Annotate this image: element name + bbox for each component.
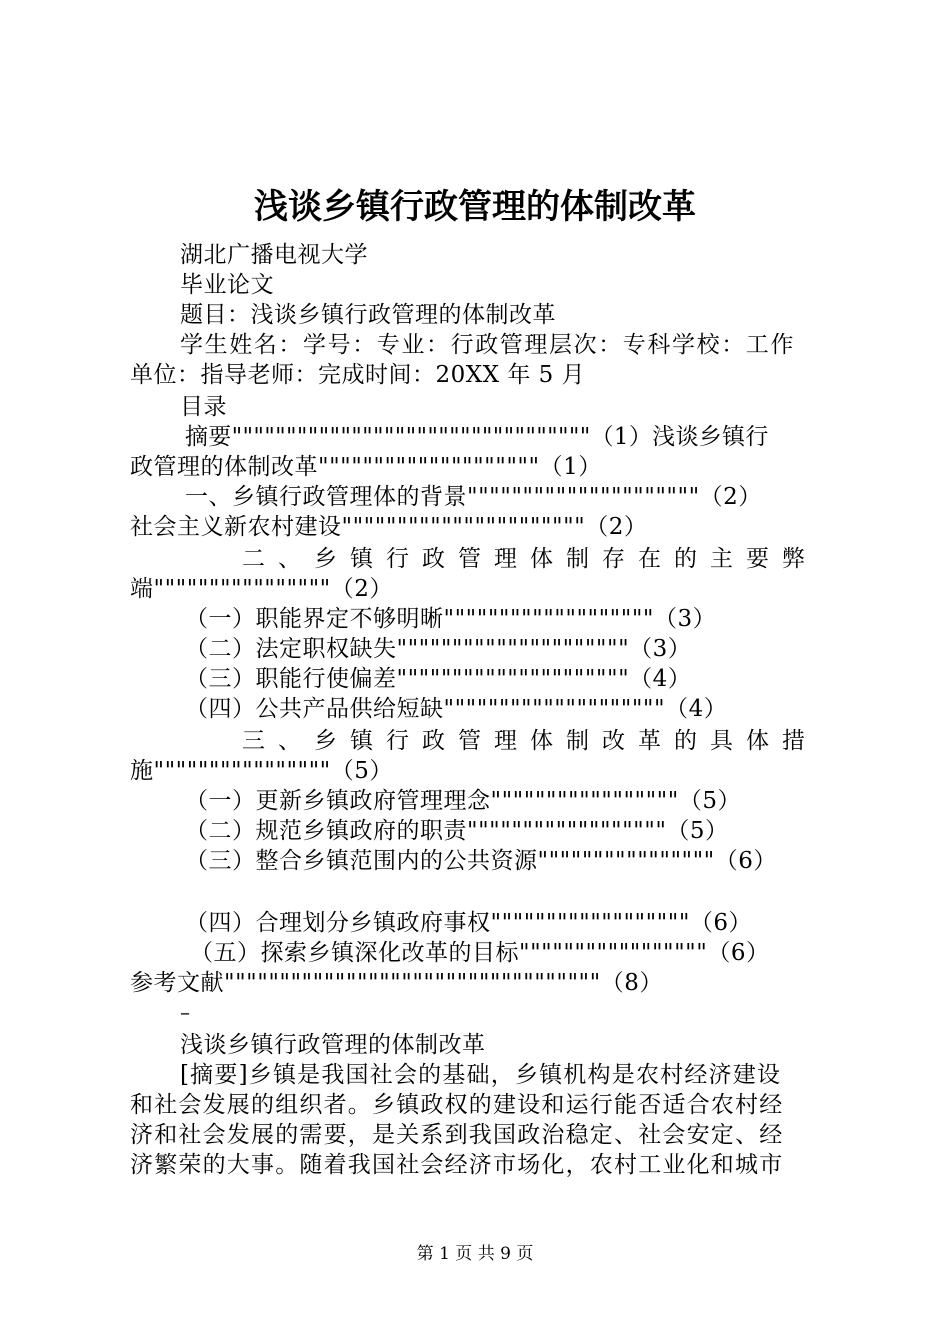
toc-entry: 施""""""""""""""""（5） — [130, 758, 393, 784]
thesis-topic: 题目：浅谈乡镇行政管理的体制改革 — [180, 302, 556, 328]
toc-entry: （三）职能行使偏差"""""""""""""""""""""（4） — [185, 666, 692, 692]
toc-entry: （三）整合乡镇范围内的公共资源""""""""""""""""（6） — [185, 848, 777, 874]
toc-entry: （二）法定职权缺失"""""""""""""""""""""（3） — [185, 636, 692, 662]
toc-entry: 政管理的体制改革""""""""""""""""""""（1） — [130, 454, 602, 480]
toc-entry: （一）更新乡镇政府管理理念"""""""""""""""""（5） — [185, 788, 741, 814]
abstract-line: 和社会发展的组织者。乡镇政权的建设和运行能否适合农村经 — [130, 1092, 784, 1118]
toc-entry: 摘要"""""""""""""""""""""""""""""""""（1）浅谈乡镇行 — [185, 424, 769, 450]
toc-entry: 参考文献""""""""""""""""""""""""""""""""""（8） — [130, 970, 663, 996]
toc-entry: 端""""""""""""""""（2） — [130, 576, 393, 602]
page-number-footer: 第 1 页 共 9 页 — [416, 1244, 534, 1264]
toc-entry: （一）职能界定不够明晰"""""""""""""""""""（3） — [185, 606, 717, 632]
thesis-type: 毕业论文 — [180, 272, 274, 298]
toc-entry: 三、乡镇行政管理体制改革的具体措 — [242, 728, 818, 754]
toc-entry: 二、乡镇行政管理体制存在的主要弊 — [242, 546, 818, 572]
toc-entry: 一、乡镇行政管理体的背景"""""""""""""""""""""（2） — [185, 484, 762, 510]
abstract-line: [摘要]乡镇是我国社会的基础，乡镇机构是农村经济建设 — [180, 1062, 782, 1088]
body-title: 浅谈乡镇行政管理的体制改革 — [180, 1032, 486, 1058]
toc-entry: （五）探索乡镇深化改革的目标"""""""""""""""""（6） — [190, 940, 770, 966]
toc-entry: （二）规范乡镇政府的职责""""""""""""""""""（5） — [185, 818, 729, 844]
separator-mark: – — [180, 1000, 190, 1024]
abstract-line: 济繁荣的大事。随着我国社会经济市场化，农村工业化和城市 — [130, 1152, 784, 1178]
document-title: 浅谈乡镇行政管理的体制改革 — [254, 187, 696, 227]
toc-entry: （四）合理划分乡镇政府事权""""""""""""""""""（6） — [185, 910, 753, 936]
toc-entry: 社会主义新农村建设""""""""""""""""""""""（2） — [130, 514, 648, 540]
abstract-line: 济和社会发展的需要，是关系到我国政治稳定、社会安定、经 — [130, 1122, 784, 1148]
student-info-line-2: 单位：指导老师：完成时间：20XX 年 5 月 — [130, 362, 586, 388]
student-info-line-1: 学生姓名：学号：专业：行政管理层次：专科学校：工作 — [180, 332, 795, 358]
toc-heading: 目录 — [180, 394, 227, 420]
toc-entry: （四）公共产品供给短缺""""""""""""""""""""（4） — [185, 696, 728, 722]
university-name: 湖北广播电视大学 — [180, 242, 368, 268]
